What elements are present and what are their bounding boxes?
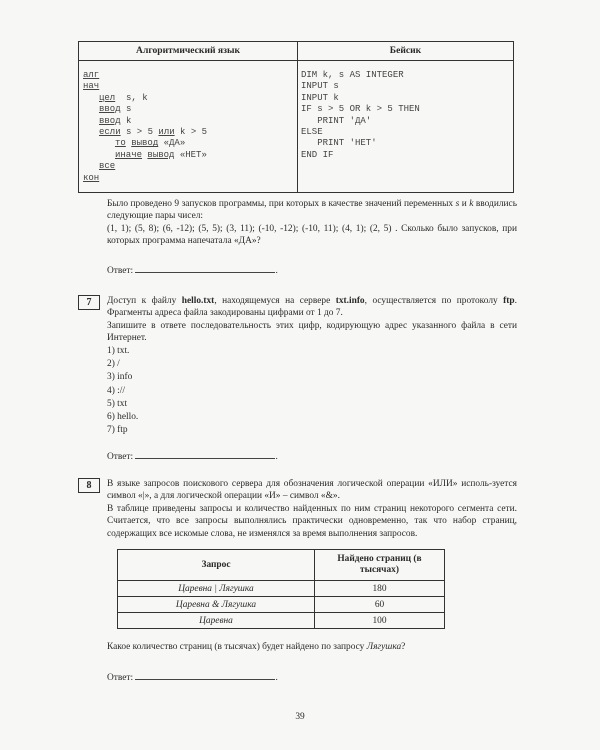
task8-description: В таблице приведены запросы и количество найденных по ним страниц некоторого сегмента сети. Считается, что все запросы выполнялись практически одновременно, так что набор страниц, содержащих все искомые слова, не изменялся за время выполнения запросов.: [107, 503, 517, 539]
basic-code: [301, 70, 420, 161]
basic-line: IF s > 5 OR k > 5 THEN: [301, 104, 420, 115]
algo-line: если s > 5 или k > 5: [99, 126, 208, 137]
task7-answer-field[interactable]: [135, 449, 275, 459]
task8-text: [107, 478, 517, 540]
basic-line: DIM k, s AS INTEGER: [301, 70, 404, 80]
algo-line: нач: [83, 81, 100, 92]
algo-line: алг: [83, 70, 100, 80]
task6-answer-field[interactable]: [135, 263, 275, 273]
algo-line: иначе вывод «НЕТ»: [115, 149, 207, 160]
task7-instruction: Запишите в ответе последовательность этих цифр, кодирующую адрес указанного файла в сети Интернет.: [107, 320, 517, 344]
basic-line: INPUT s: [301, 81, 339, 92]
col-query-header: Запрос: [118, 550, 315, 581]
task8-number: 8: [78, 478, 100, 493]
basic-line: END IF: [301, 149, 334, 160]
task8-answer: Ответ: .: [107, 670, 278, 684]
query-cell: Царевна | Лягушка: [118, 581, 315, 597]
header-basic: Бейсик: [298, 42, 513, 61]
basic-line: PRINT 'ДА': [301, 115, 372, 126]
table-row: [118, 613, 445, 629]
algo-line: то вывод «ДА»: [115, 138, 186, 149]
option-3: 3) info: [107, 372, 133, 383]
option-4: 4) ://: [107, 385, 125, 396]
col-found-header: Найдено страниц (в тысячах): [315, 550, 445, 581]
algo-line: кон: [83, 172, 100, 183]
option-6: 6) hello.: [107, 411, 139, 422]
option-2: 2) /: [107, 359, 120, 370]
page-number: 39: [295, 712, 305, 722]
table-row: [118, 581, 445, 597]
task7-answer: Ответ: .: [107, 449, 278, 463]
task6-pairs: (1, 1); (5, 8); (6, -12); (5, 5); (3, 11); (-10, -12); (-10, 11); (4, 1); (2, 5) . Сколько было запусков, при которых программа напечатала «ДА»?: [107, 223, 517, 247]
column-divider: [297, 42, 298, 192]
task6-answer: Ответ: .: [107, 263, 278, 277]
header-algorithmic-language: Алгоритмический язык: [79, 42, 297, 61]
task8-intro: В языке запросов поискового сервера для обозначения логической операции «ИЛИ» исполь-зуется символ «|», а для логической операции «И» – символ «&».: [107, 479, 517, 502]
algo-line: цел s, k: [99, 92, 148, 103]
results-table: [117, 549, 445, 629]
task8-answer-field[interactable]: [135, 670, 275, 680]
option-7: 7) ftp: [107, 425, 128, 436]
found-cell: 180: [315, 581, 445, 597]
found-cell: 60: [315, 597, 445, 613]
algo-line: ввод k: [99, 115, 132, 126]
algo-line: ввод s: [99, 104, 132, 115]
option-1: 1) txt.: [107, 346, 130, 356]
found-cell: 100: [315, 613, 445, 629]
algo-line: все: [99, 161, 116, 172]
code-table: [78, 41, 514, 193]
task7-options: [107, 345, 138, 437]
basic-line: INPUT k: [301, 92, 339, 103]
option-5: 5) txt: [107, 398, 128, 409]
task8-question: Какое количество страниц (в тысячах) будет найдено по запросу Лягушка?: [107, 642, 406, 652]
query-cell: Царевна & Лягушка: [118, 597, 315, 613]
basic-line: ELSE: [301, 126, 323, 137]
table-row: [118, 597, 445, 613]
basic-line: PRINT 'НЕТ': [301, 138, 377, 149]
task7-number: 7: [78, 295, 100, 310]
algorithmic-code: [83, 70, 207, 184]
query-cell: Царевна: [118, 613, 315, 629]
task7-text: Доступ к файлу hello.txt, находящемуся на сервере txt.info, осуществляется по протоколу ftp. Фрагменты адреса файла закодированы цифрами от 1 до 7. Запишите в ответе последовательность этих цифр, кодирующую адрес указанного файла в сети Интернет.: [107, 296, 517, 344]
task6-text: Было проведено 9 запусков программы, при которых в качестве значений переменных s и k вводились следующие пары чисел: (1, 1); (5, 8); (6, -12); (5, 5); (3, 11); (-10, -12); (-10, 11); (4, 1); (2, 5) . Сколько было запусков, при которых программа напечатала «ДА»?: [107, 199, 517, 247]
